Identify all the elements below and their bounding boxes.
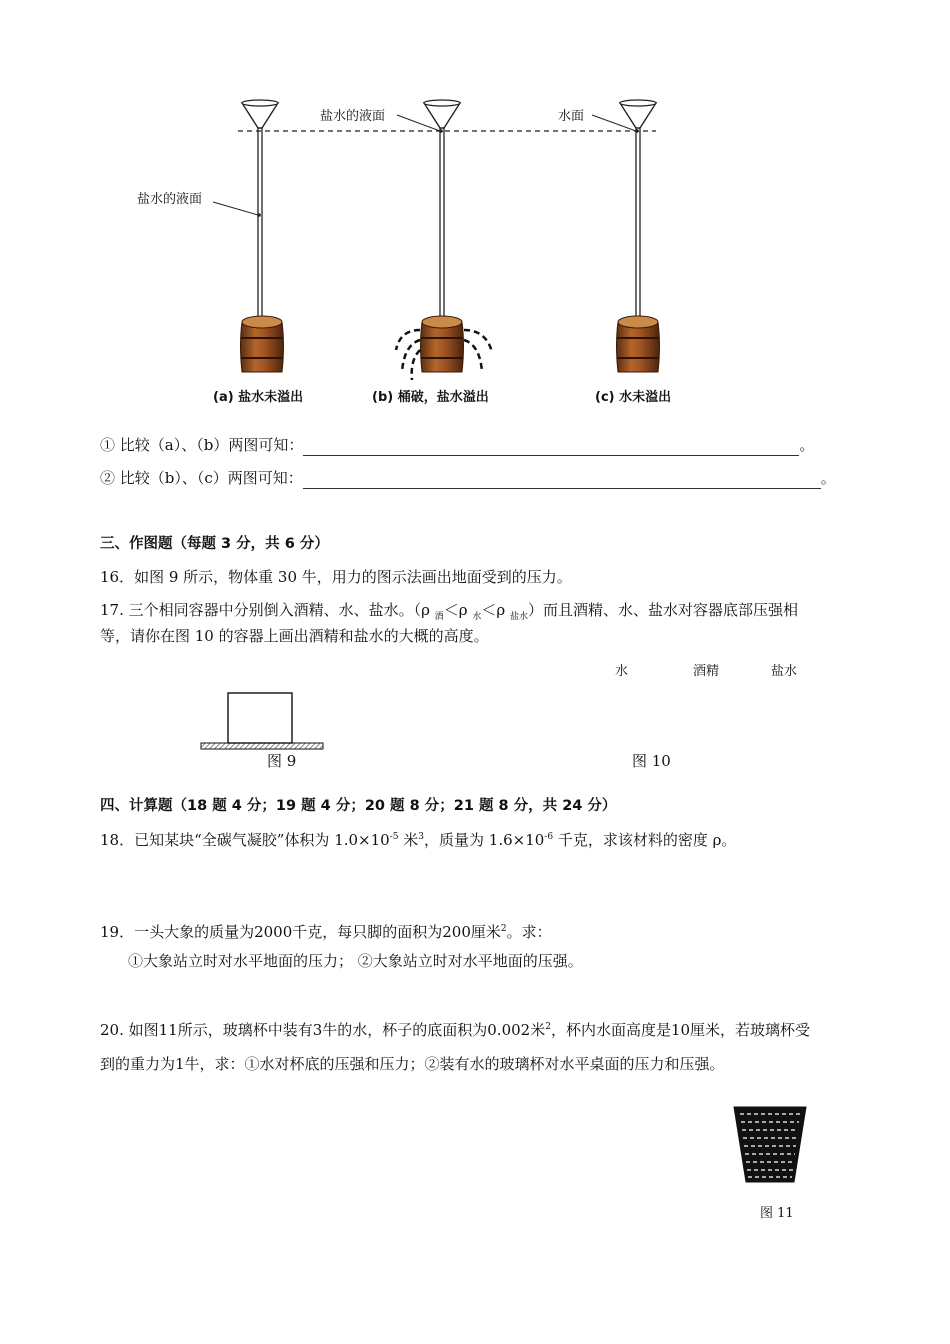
funnel-c	[620, 100, 656, 318]
fig10-label-water: 水	[615, 664, 629, 679]
label-salt-level-mid: 盐水的液面	[320, 109, 386, 124]
q17-line2: 等，请你在图 10 的容器上画出酒精和盐水的大概的高度。	[100, 627, 489, 645]
q16-text: 16．如图 9 所示，物体重 30 牛，用力的图示法画出地面受到的压力。	[100, 568, 572, 586]
barrel-experiment-figure	[0, 0, 950, 420]
fig9-caption: 图 9	[267, 752, 297, 770]
caption-a: (a) 盐水未溢出	[213, 390, 304, 405]
q15-line1: ① 比较（a）、（b）两图可知： 。	[100, 436, 815, 454]
fig10-label-saltwater: 盐水	[771, 664, 798, 679]
section4-title: 四、计算题（18 题 4 分；19 题 4 分；20 题 8 分；21 题 8 分，共 24 分）	[100, 798, 617, 814]
fig10-caption: 图 10	[632, 752, 671, 770]
q19-line2: ①大象站立时对水平地面的压力； ②大象站立时对水平地面的压强。	[128, 952, 583, 970]
fig10-label-alcohol: 酒精	[693, 664, 720, 679]
q19-line1: 19．一头大象的质量为2000千克，每只脚的面积为200厘米$^2$。求：	[100, 923, 552, 941]
figure-11-glass-of-water	[730, 1104, 810, 1186]
funnel-a	[242, 100, 278, 318]
barrel-b	[396, 316, 492, 380]
q20-line1: 20. 如图11所示，玻璃杯中装有3牛的水，杯子的底面积为0.002米$^2$，杯内水面高度是10厘米，若玻璃杯受	[100, 1021, 811, 1039]
fig11-caption: 图 11	[760, 1206, 794, 1221]
figure-9-block-on-ground	[198, 690, 328, 752]
section3-title: 三、作图题（每题 3 分，共 6 分）	[100, 536, 329, 552]
barrel-a	[241, 316, 284, 372]
q18-text: 18．已知某块“全碳气凝胶”体积为 $1.0\times 10^{-5}$ 米$^3$，质量为 $1.6\times 10^{-6}$ 千克，求该材料的密度 ρ。	[100, 831, 737, 849]
label-salt-level-left: 盐水的液面	[137, 192, 203, 207]
q17-line1: 17. 三个相同容器中分别倒入酒精、水、盐水。（ρ $_酒$＜ρ $_水$＜ρ $_{盐水}$）而且酒精、水、盐水对容器底部压强相	[100, 601, 798, 622]
label-water-level: 水面	[558, 109, 585, 124]
q20-line2: 到的重力为1牛，求：①水对杯底的压强和压力；②装有水的玻璃杯对水平桌面的压力和压强。	[100, 1055, 725, 1073]
answer-blank-1[interactable]	[303, 441, 799, 456]
q15-line2: ② 比较（b）、（c）两图可知： 。	[100, 469, 836, 487]
caption-b: (b) 桶破，盐水溢出	[372, 390, 489, 405]
caption-c: (c) 水未溢出	[595, 390, 672, 405]
answer-blank-2[interactable]	[303, 474, 821, 489]
barrel-c	[617, 316, 660, 372]
funnel-b	[424, 100, 460, 318]
